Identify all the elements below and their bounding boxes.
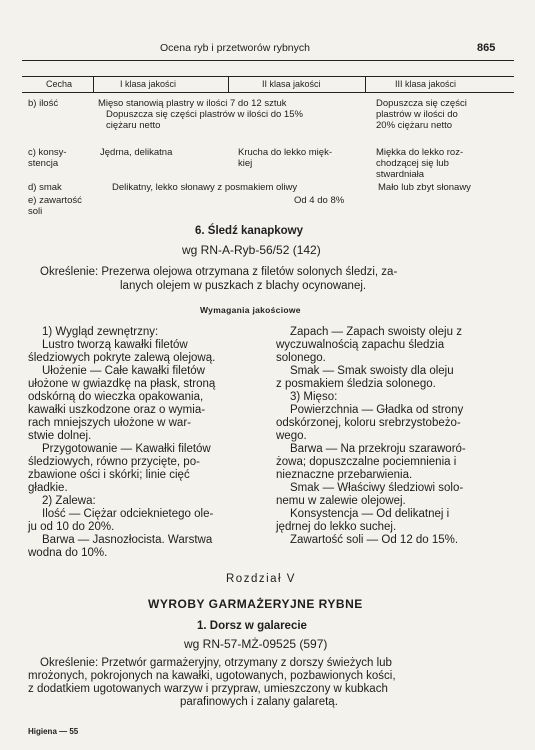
footer-signature: Higiena — 55 bbox=[28, 727, 79, 736]
text-line: Zapach — Zapach swoisty oleju z bbox=[290, 326, 462, 338]
text-line: śledziowych, równo przycięte, po- bbox=[28, 456, 200, 468]
section-standard: wg RN-57-MŻ-09525 (597) bbox=[184, 637, 328, 651]
chapter-title: WYROBY GARMAŻERYJNE RYBNE bbox=[148, 597, 363, 611]
table-cell-feature: stencja bbox=[28, 158, 59, 169]
text-line: jędrnej do lekko suchej. bbox=[276, 521, 397, 533]
table-col-divider bbox=[93, 76, 94, 92]
definition-block bbox=[28, 657, 396, 709]
table-header-rule bbox=[22, 92, 514, 93]
text-line: stwie dolnej. bbox=[28, 430, 92, 442]
text-line: wodna do 10%. bbox=[28, 547, 108, 559]
definition-line: z dodatkiem ugotowanych warzyw i przypraw, umieszczony w kubkach bbox=[28, 683, 388, 695]
table-cell: ciężaru netto bbox=[106, 120, 161, 131]
definition-line: lanych olejem w puszkach z blachy ocynowanej. bbox=[120, 280, 367, 292]
table-cell: Dopuszcza się części plastrów w ilości do 15% bbox=[106, 109, 303, 120]
definition-line: mrożonych, pokrojonych na kawałki, ugotowanych, pozbawionych kości, bbox=[28, 670, 396, 682]
text-line: wyczuwalnością zapachu śledzia bbox=[276, 339, 445, 351]
chapter-label: Rozdział V bbox=[226, 573, 296, 585]
table-cell: kiej bbox=[238, 158, 253, 169]
column-header: III klasa jakości bbox=[395, 79, 457, 89]
table-cell: Mięso stanowią plastry w ilości 7 do 12 sztuk bbox=[98, 98, 287, 109]
section-title: 6. Śledź kanapkowy bbox=[195, 225, 304, 237]
table-top-rule bbox=[22, 76, 514, 77]
table-cell-feature: d) smak bbox=[28, 182, 62, 193]
column-header: I klasa jakości bbox=[120, 79, 177, 89]
text-line: Konsystencja — Od delikatnej i bbox=[290, 508, 450, 520]
table-cell: Jędrna, delikatna bbox=[100, 147, 173, 158]
text-line: z posmakiem śledzia solonego. bbox=[276, 378, 436, 390]
definition-line: parafinowych i zalany galaretą. bbox=[180, 696, 338, 708]
text-line: zbawione ości i skórki; linie cięć bbox=[28, 469, 190, 481]
text-line: kawałki uszkodzone oraz o wymia- bbox=[28, 404, 206, 416]
text-line: gładkie. bbox=[28, 482, 68, 494]
header-rule bbox=[22, 60, 514, 61]
column-header: II klasa jakości bbox=[262, 79, 321, 89]
table-cell-feature: soli bbox=[28, 206, 43, 217]
table-col-divider bbox=[365, 76, 366, 92]
text-line: Ułożenie — Całe kawałki filetów bbox=[42, 365, 205, 377]
table-cell: Delikatny, lekko słonawy z posmakiem oliwy bbox=[112, 182, 298, 193]
running-header-title: Ocena ryb i przetworów rybnych bbox=[160, 42, 310, 54]
table-cell: Od 4 do 8% bbox=[294, 195, 345, 206]
table-cell: Miękka do lekko roz- bbox=[376, 147, 464, 158]
definition-line: Określenie: Prezerwa olejowa otrzymana z filetów solonych śledzi, za- bbox=[40, 266, 398, 278]
page-number: 865 bbox=[477, 42, 496, 54]
text-line: 2) Zalewa: bbox=[42, 495, 96, 507]
text-line: nieznaczne przebarwienia. bbox=[276, 469, 413, 481]
text-line: Zawartość soli — Od 12 do 15%. bbox=[290, 534, 459, 546]
text-line: Smak — Smak swoisty dla oleju bbox=[290, 365, 454, 377]
text-line: Barwa — Na przekroju szaraworó- bbox=[290, 443, 466, 455]
requirements-heading: Wymagania jakościowe bbox=[200, 305, 301, 315]
column-header: Cecha bbox=[46, 79, 73, 89]
section-standard: wg RN-A-Ryb-56/52 (142) bbox=[182, 243, 321, 257]
text-line: 3) Mięso: bbox=[290, 391, 338, 403]
requirements-right-column bbox=[276, 326, 466, 547]
table-cell: stwardniała bbox=[376, 169, 425, 180]
text-line: Lustro tworzą kawałki filetów bbox=[42, 339, 188, 351]
section-title: 1. Dorsz w galarecie bbox=[197, 620, 307, 632]
table-cell: Mało lub zbyt słonawy bbox=[378, 182, 471, 193]
table-cell-feature: c) konsy- bbox=[28, 147, 67, 158]
text-line: ułożone w gwiazdkę na płask, stroną bbox=[28, 378, 216, 390]
definition-line: Określenie: Przetwór garmażeryjny, otrzymany z dorszy świeżych lub bbox=[40, 657, 392, 669]
table-cell: chodzącej się lub bbox=[376, 158, 449, 169]
table-cell: 20% ciężaru netto bbox=[376, 120, 453, 131]
text-line: 1) Wygląd zewnętrzny: bbox=[42, 326, 159, 338]
text-line: solonego. bbox=[276, 352, 326, 364]
table-cell: Krucha do lekko mięk- bbox=[238, 147, 332, 158]
table-cell-feature: b) ilość bbox=[28, 98, 59, 109]
table-cell: Dopuszcza się części bbox=[376, 98, 467, 109]
text-line: Barwa — Jasnozłocista. Warstwa bbox=[42, 534, 213, 546]
text-line: Smak — Właściwy śledziowi solo- bbox=[290, 482, 464, 494]
text-line: odskórzonej, koloru srebrzystobeżo- bbox=[276, 417, 461, 429]
table-cell: plastrów w ilości do bbox=[376, 109, 458, 120]
text-line: odskórną do wieczka opakowania, bbox=[28, 391, 204, 403]
text-line: wego. bbox=[276, 430, 307, 442]
text-line: Przygotowanie — Kawałki filetów bbox=[42, 443, 211, 455]
table-col-divider bbox=[228, 76, 229, 92]
text-line: nemu w zalewie olejowej. bbox=[276, 495, 406, 507]
text-line: ju od 10 do 20%. bbox=[28, 521, 115, 533]
requirements-left-column bbox=[28, 326, 215, 560]
table-cell-feature: e) zawartość bbox=[28, 195, 82, 206]
text-line: Powierzchnia — Gładka od strony bbox=[290, 404, 464, 416]
text-line: śledziowych pokryte zalewą olejową. bbox=[28, 352, 216, 364]
text-line: rach mniejszych ułożone w war- bbox=[28, 417, 191, 429]
text-line: żowa; dopuszczalne pociemnienia i bbox=[276, 456, 457, 468]
text-line: Ilość — Ciężar odcieknietego ole- bbox=[42, 508, 214, 520]
